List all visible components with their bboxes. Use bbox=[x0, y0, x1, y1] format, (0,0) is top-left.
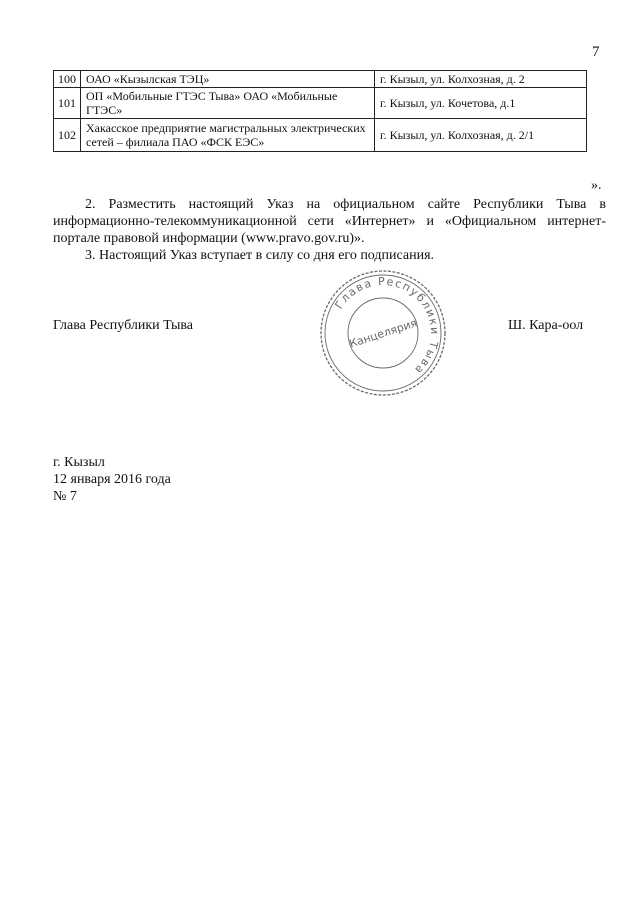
organization-address: г. Кызыл, ул. Колхозная, д. 2 bbox=[375, 71, 587, 88]
closing-quote: ». bbox=[591, 178, 602, 193]
paragraph-publication: 2. Разместить настоящий Указ на официальном сайте Республики Тыва в информационно-телекоммуникационной сети «Интернет» и «Официальном интернет-портале правовой информации (www.pravo.gov.ru)». bbox=[53, 197, 606, 246]
row-number: 102 bbox=[54, 119, 81, 152]
organization-name: Хакасское предприятие магистральных электрических сетей – филиала ПАО «ФСК ЕЭС» bbox=[81, 119, 375, 152]
official-stamp bbox=[318, 268, 448, 398]
signer-title: Глава Республики Тыва bbox=[53, 318, 194, 333]
row-number: 100 bbox=[54, 71, 81, 88]
organization-name: ОП «Мобильные ГТЭС Тыва» ОАО «Мобильные ГТЭС» bbox=[81, 88, 375, 119]
stamp-ring-text: Глава Республики Тыва bbox=[332, 274, 442, 378]
issue-details bbox=[53, 454, 171, 505]
issue-date: 12 января 2016 года bbox=[53, 472, 171, 487]
organization-address: г. Кызыл, ул. Кочетова, д.1 bbox=[375, 88, 587, 119]
organization-address: г. Кызыл, ул. Колхозная, д. 2/1 bbox=[375, 119, 587, 152]
organization-name: ОАО «Кызылская ТЭЦ» bbox=[81, 71, 375, 88]
table-row bbox=[54, 119, 587, 152]
organizations-table bbox=[53, 70, 587, 152]
table-row bbox=[54, 88, 587, 119]
stamp-center-text: Канцелярия bbox=[347, 316, 419, 351]
signer-name: Ш. Кара-оол bbox=[508, 318, 584, 333]
row-number: 101 bbox=[54, 88, 81, 119]
issue-place: г. Кызыл bbox=[53, 455, 105, 470]
issue-number: № 7 bbox=[53, 489, 77, 504]
table-row bbox=[54, 71, 587, 88]
paragraph-effective-date: 3. Настоящий Указ вступает в силу со дня его подписания. bbox=[85, 248, 435, 263]
page-number: 7 bbox=[592, 44, 600, 60]
